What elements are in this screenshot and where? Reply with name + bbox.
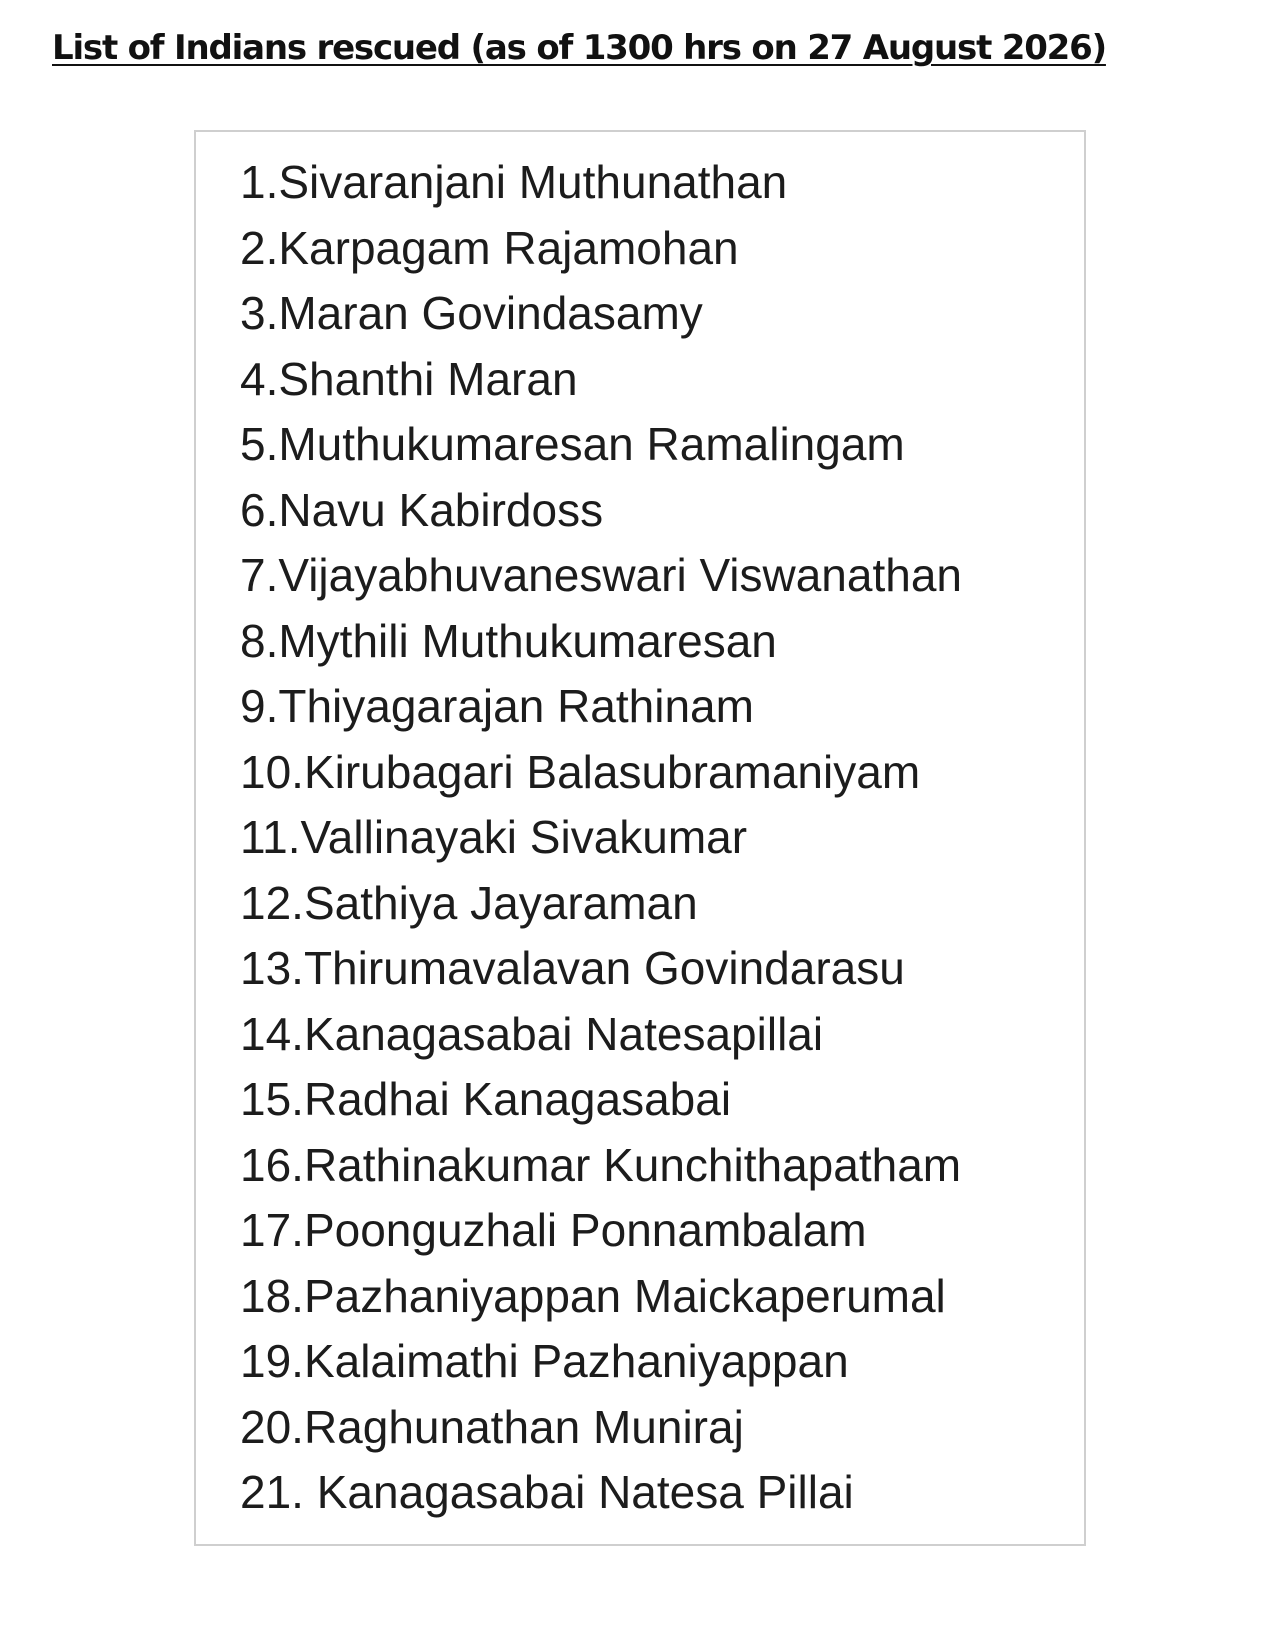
name-item-11: 11.Vallinayaki Sivakumar xyxy=(240,811,748,863)
name-item-4: 4.Shanthi Maran xyxy=(240,352,578,405)
name-item-14: 14.Kanagasabai Natesapillai xyxy=(240,1007,824,1060)
name-item-21: 21. Kanagasabai Natesa Pillai xyxy=(240,1466,854,1518)
name-item-17: 17.Poonguzhali Ponnambalam xyxy=(240,1204,867,1256)
name-item-10: 10.Kirubagari Balasubramaniyam xyxy=(240,745,921,798)
name-item-19: 19.Kalaimathi Pazhaniyappan xyxy=(240,1335,849,1387)
name-item-3: 3.Maran Govindasamy xyxy=(240,287,703,339)
rescued-names-list xyxy=(196,132,1084,1526)
rescued-names-box xyxy=(194,130,1086,1546)
name-item-9: 9.Thiyagarajan Rathinam xyxy=(240,680,754,732)
name-item-20: 20.Raghunathan Muniraj xyxy=(240,1400,744,1453)
document-title: List of Indians rescued (as of 1300 hrs on 27 August 2026) xyxy=(52,28,1106,68)
name-item-18: 18.Pazhaniyappan Maickaperumal xyxy=(240,1269,946,1322)
name-item-7: 7.Vijayabhuvaneswari Viswanathan xyxy=(240,549,963,601)
name-item-1: 1.Sivaranjani Muthunathan xyxy=(240,156,788,208)
name-item-12: 12.Sathiya Jayaraman xyxy=(240,876,698,929)
name-item-5: 5.Muthukumaresan Ramalingam xyxy=(240,418,905,470)
name-item-6: 6.Navu Kabirdoss xyxy=(240,483,604,536)
name-item-2: 2.Karpagam Rajamohan xyxy=(240,221,739,274)
name-item-13: 13.Thirumavalavan Govindarasu xyxy=(240,942,905,994)
name-item-8: 8.Mythili Muthukumaresan xyxy=(240,614,777,667)
name-item-16: 16.Rathinakumar Kunchithapatham xyxy=(240,1138,962,1191)
name-item-15: 15.Radhai Kanagasabai xyxy=(240,1073,732,1125)
